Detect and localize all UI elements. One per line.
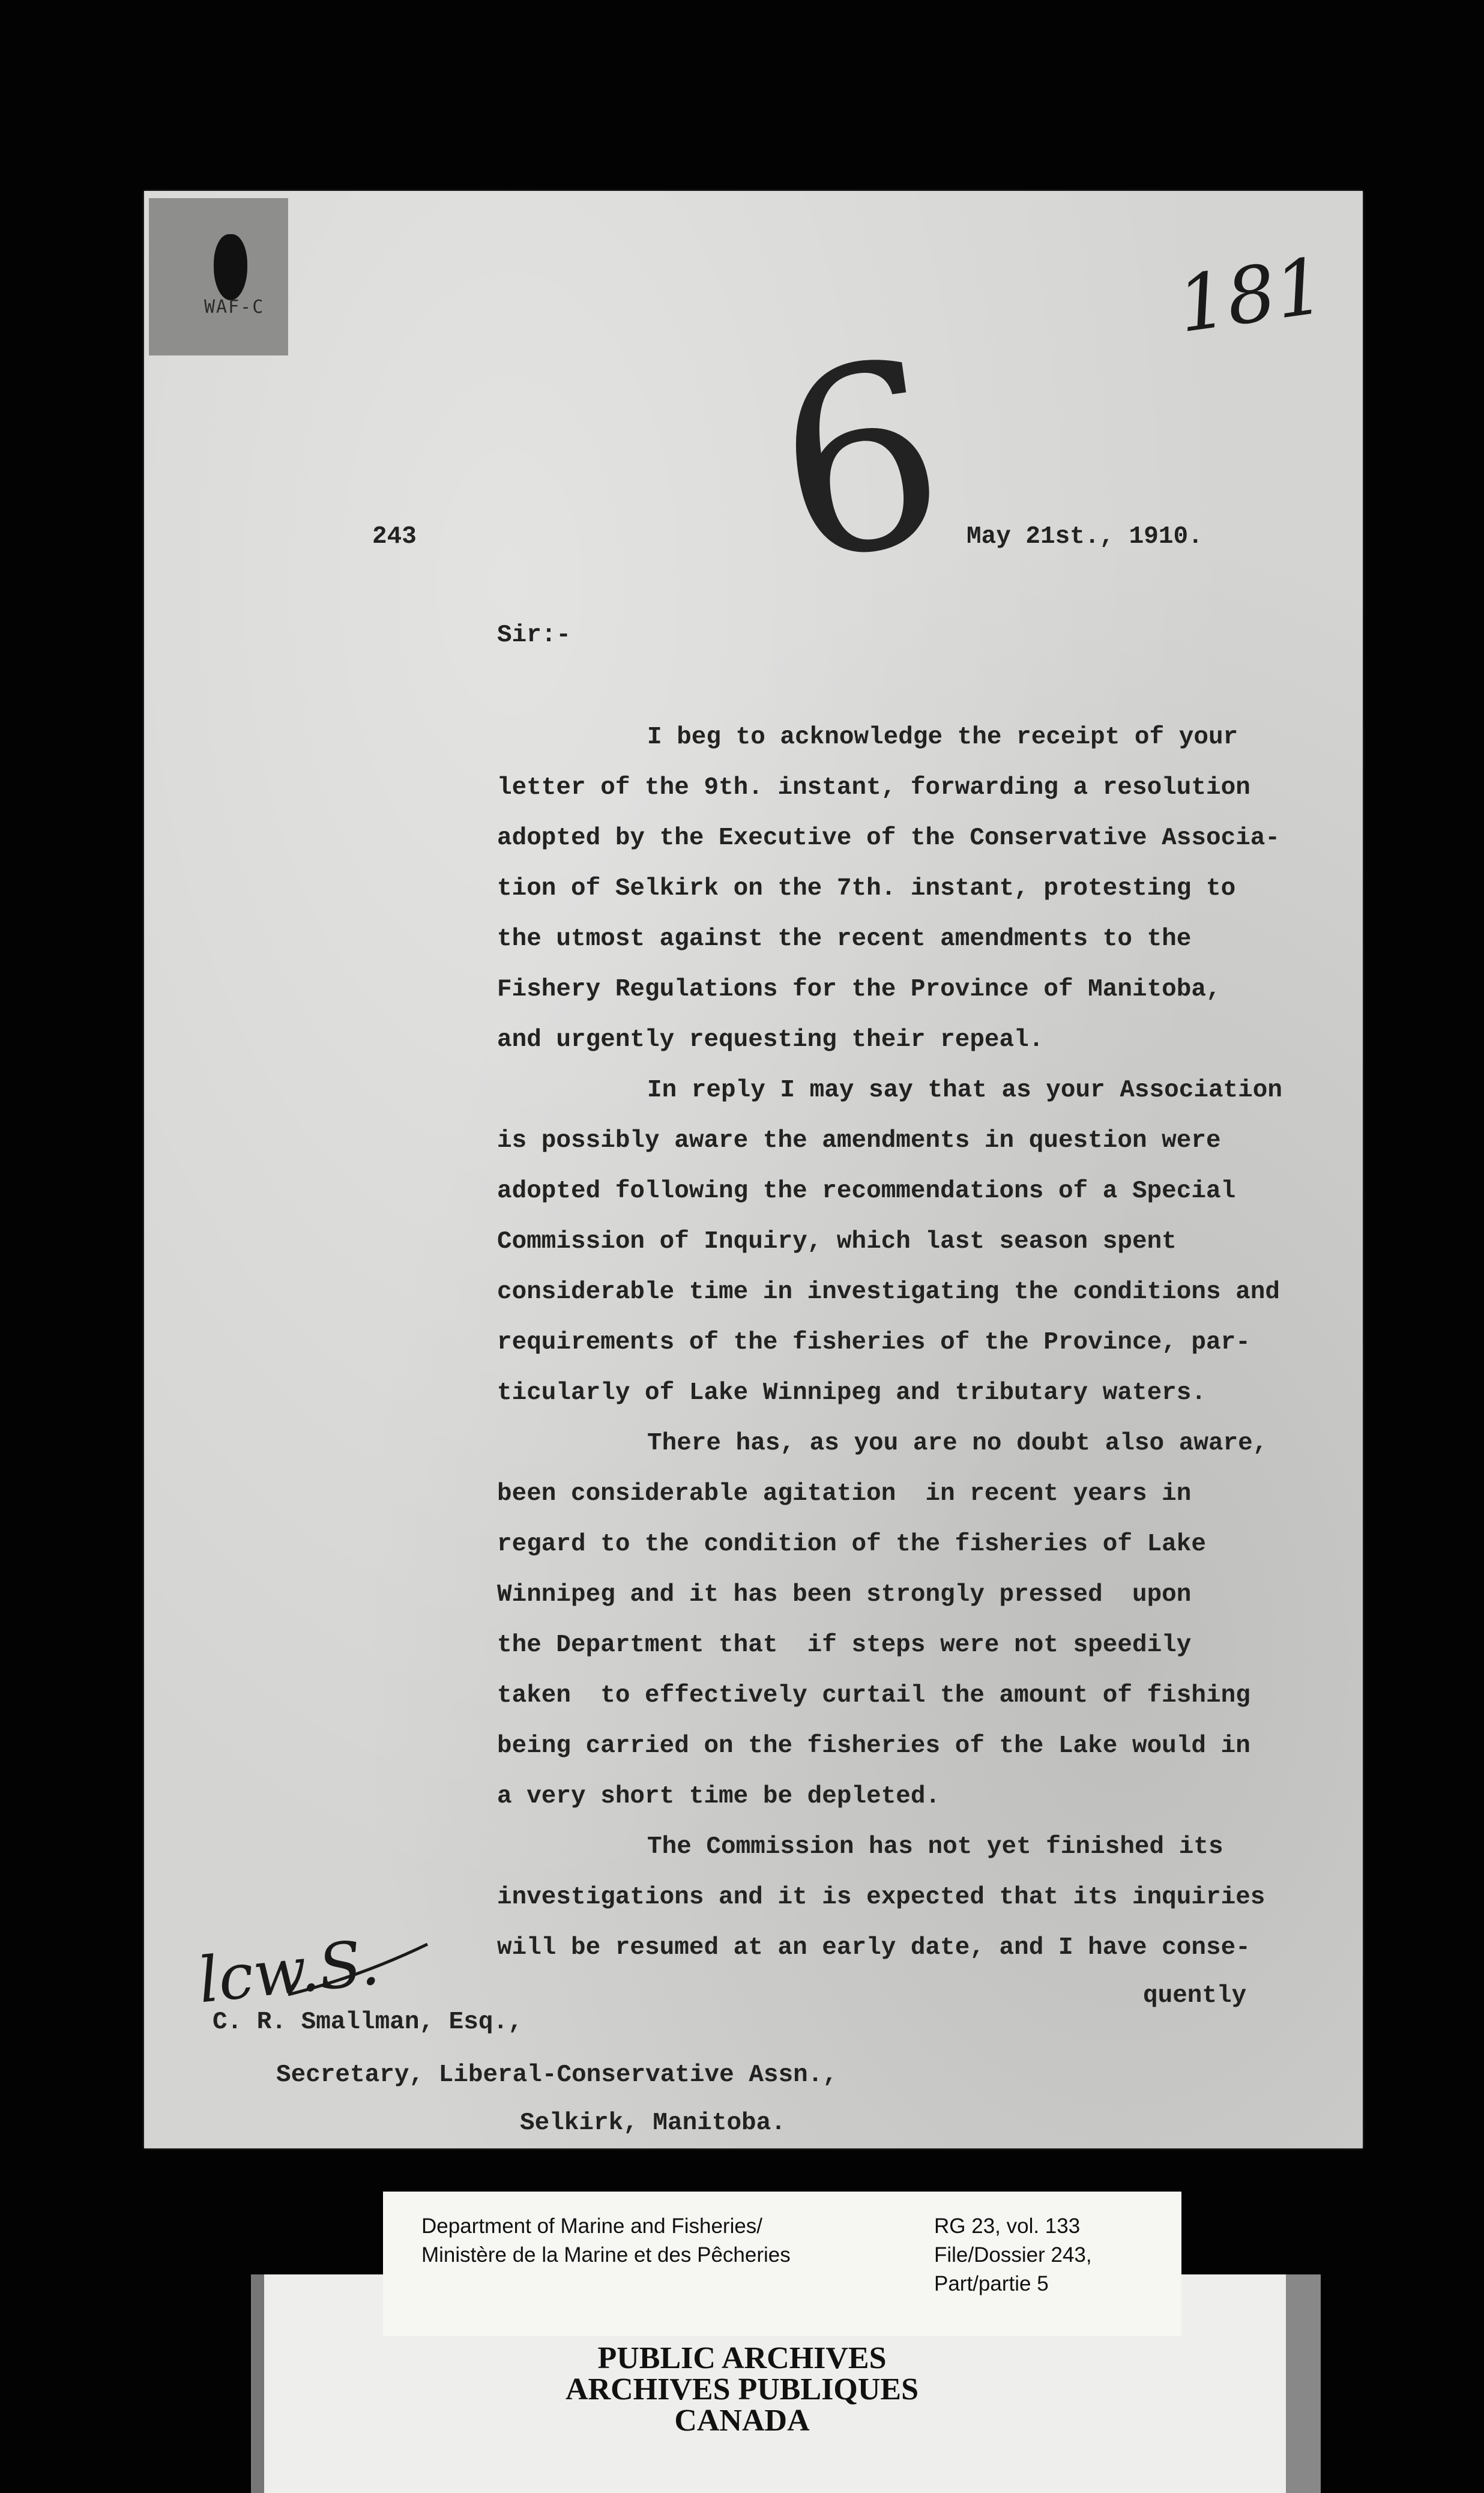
body-line: adopted following the recommendations of a Special xyxy=(497,1177,1236,1205)
letter-date: May 21st., 1910. xyxy=(967,523,1203,551)
folio-number: 181 xyxy=(1172,241,1330,351)
body-line: The Commission has not yet finished its xyxy=(647,1833,1223,1861)
label-file: File/Dossier 243, xyxy=(934,2243,1092,2267)
body-line: There has, as you are no doubt also aware, xyxy=(647,1430,1268,1457)
body-line: Winnipeg and it has been strongly pressed upon xyxy=(497,1581,1192,1609)
body-line: Commission of Inquiry, which last season spent xyxy=(497,1228,1177,1256)
file-reference: 243 xyxy=(372,523,417,551)
tab-label: WAF-C xyxy=(204,297,265,318)
label-department-en: Department of Marine and Fisheries/ xyxy=(421,2214,763,2238)
body-line: is possibly aware the amendments in question were xyxy=(497,1127,1221,1155)
body-line: requirements of the fisheries of the Province, par- xyxy=(497,1329,1250,1356)
body-line: and urgently requesting their repeal. xyxy=(497,1026,1044,1054)
body-line: I beg to acknowledge the receipt of your xyxy=(647,724,1238,751)
catchword: quently xyxy=(1143,1982,1247,2010)
body-line: adopted by the Executive of the Conservative Associa- xyxy=(497,824,1280,852)
body-line: been considerable agitation in recent years in xyxy=(497,1480,1192,1508)
body-line: being carried on the fisheries of the Lake would in xyxy=(497,1732,1250,1760)
body-line: In reply I may say that as your Association xyxy=(647,1077,1282,1104)
ink-blot-mark xyxy=(214,234,247,300)
body-line: will be resumed at an early date, and I have conse- xyxy=(497,1934,1250,1962)
body-line: considerable time in investigating the conditions and xyxy=(497,1278,1280,1306)
body-line: Fishery Regulations for the Province of Manitoba, xyxy=(497,976,1221,1003)
archive-stamp-line-2: ARCHIVES PUBLIQUES xyxy=(565,2372,919,2407)
salutation: Sir:- xyxy=(497,621,572,649)
body-line: taken to effectively curtail the amount of fishing xyxy=(497,1682,1250,1709)
recipient-place: Selkirk, Manitoba. xyxy=(520,2109,786,2137)
archive-stamp-line-3: CANADA xyxy=(674,2404,810,2438)
archive-stamp-line-1: PUBLIC ARCHIVES xyxy=(597,2341,887,2375)
body-line: the utmost against the recent amendments to the xyxy=(497,925,1192,953)
body-line: tion of Selkirk on the 7th. instant, protesting to xyxy=(497,875,1236,902)
body-line: investigations and it is expected that its inquiries xyxy=(497,1884,1265,1911)
body-line: letter of the 9th. instant, forwarding a resolution xyxy=(497,774,1250,802)
margin-mark: 6 xyxy=(761,305,961,619)
body-line: a very short time be depleted. xyxy=(497,1783,941,1810)
label-department-fr: Ministère de la Marine et des Pêcheries xyxy=(421,2243,791,2267)
recipient-title: Secretary, Liberal-Conservative Assn., xyxy=(276,2061,837,2089)
recipient-name: C. R. Smallman, Esq., xyxy=(213,2008,523,2036)
body-line: ticularly of Lake Winnipeg and tributary waters. xyxy=(497,1379,1206,1407)
handwritten-initials: lcw.S. xyxy=(195,1925,383,2017)
label-rg: RG 23, vol. 133 xyxy=(934,2214,1081,2238)
body-line: the Department that if steps were not speedily xyxy=(497,1631,1192,1659)
label-part: Part/partie 5 xyxy=(934,2272,1049,2295)
body-line: regard to the condition of the fisheries of Lake xyxy=(497,1531,1206,1558)
